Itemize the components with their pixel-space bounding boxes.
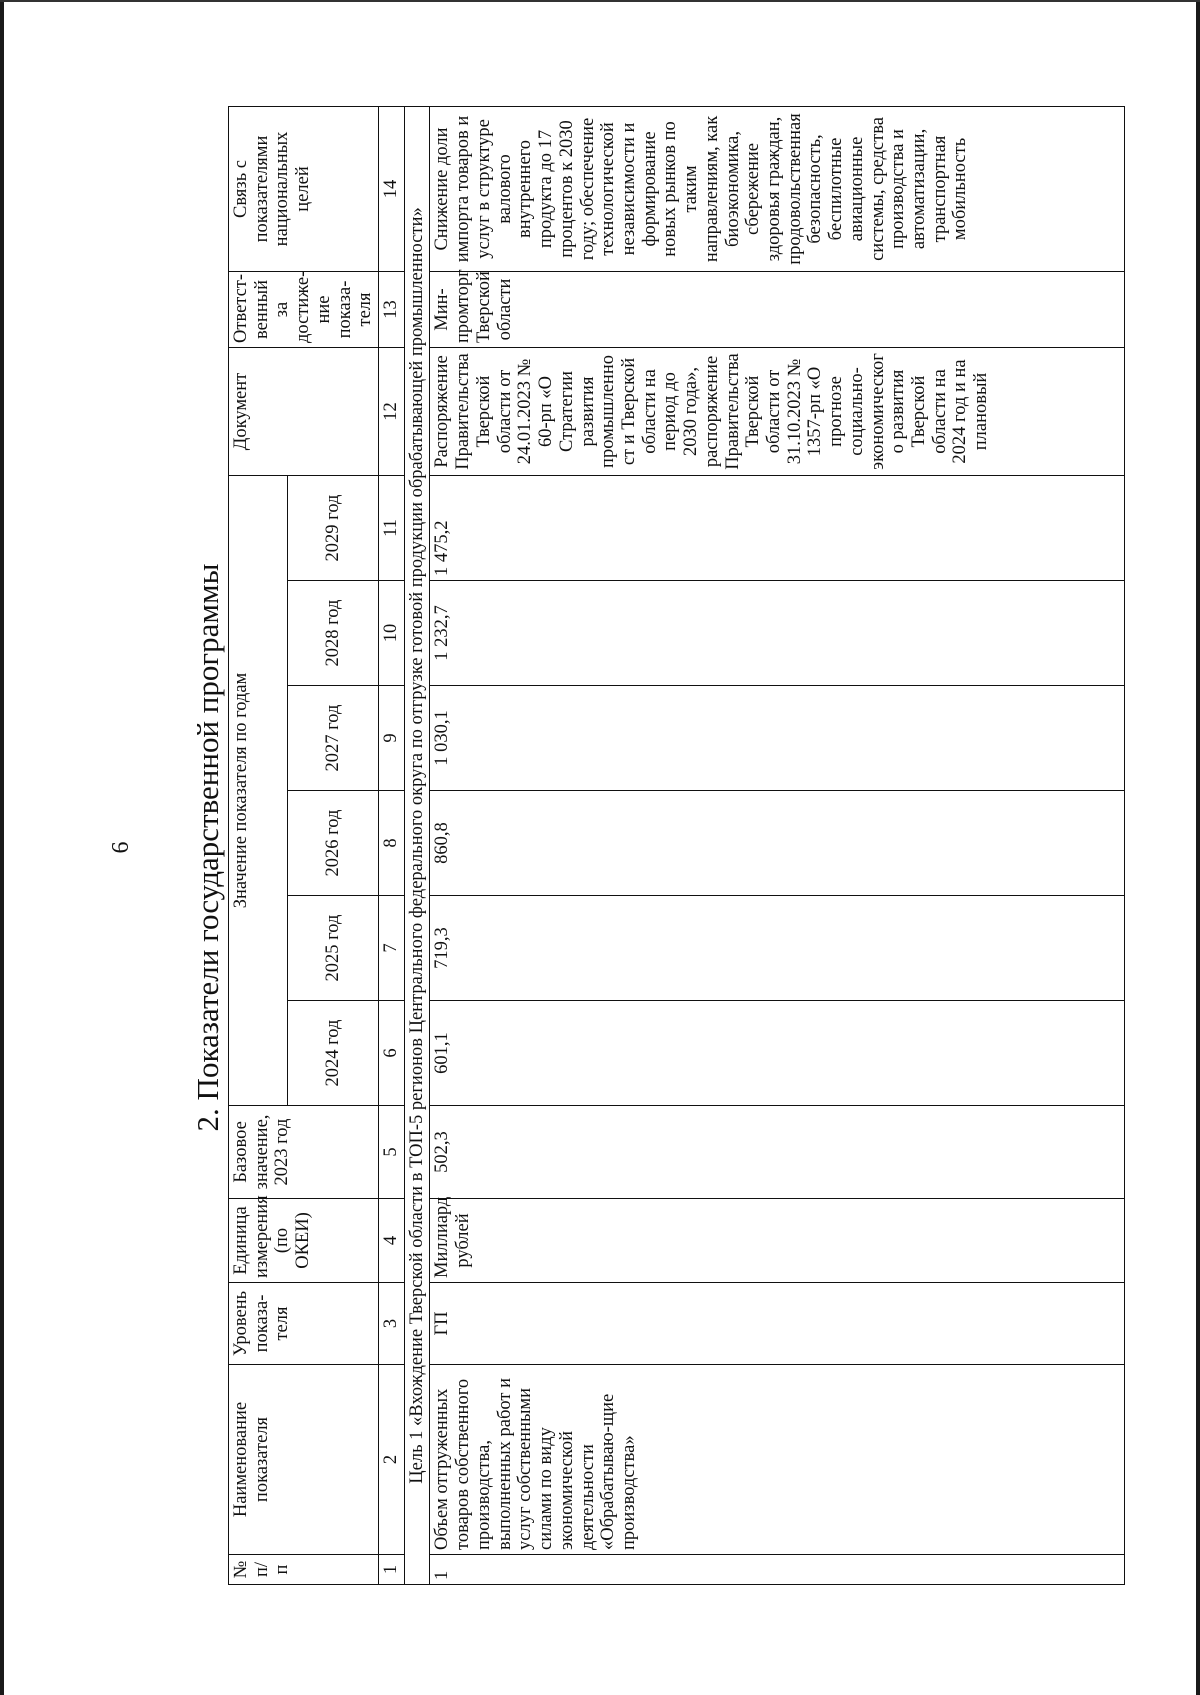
page-number: 6 xyxy=(108,841,134,854)
column-number: 10 xyxy=(379,581,405,686)
column-number: 9 xyxy=(379,686,405,791)
row-national-goals-link: Снижение доли импорта товаров и услуг в структуре валового внутреннего продукта до 17 процентов к 2030 году; обеспечение технологической независимости и формирование новых рынков по таким направлениям, как биоэкономика, сбережение здоровья граждан, продовольственная безопасность, беспилотные авиационные системы, средства производства и автоматизации, транспортная мобильность xyxy=(430,106,1125,271)
header-level: Уровень показа-теля xyxy=(229,1283,379,1365)
header-responsible: Ответст-венный за достиже-ние показа-теля xyxy=(229,271,379,347)
row-responsible: Мин-промторг Тверской области xyxy=(430,271,1125,347)
goal-row xyxy=(404,106,430,1584)
header-row-1 xyxy=(229,106,288,1584)
column-number: 7 xyxy=(379,896,405,1001)
row-unit: Миллиард рублей xyxy=(430,1199,1125,1283)
row-value-2026: 860,8 xyxy=(430,791,1125,896)
table-row xyxy=(430,106,1125,1584)
column-number: 4 xyxy=(379,1199,405,1283)
goal-text: Цель 1 «Вхождение Тверской области в ТОП-5 регионов Центрального федерального округа по отгрузке готовой продукции обрабатывающей промышленности» xyxy=(404,106,430,1584)
row-value-2029: 1 475,2 xyxy=(430,475,1125,580)
header-year-2024: 2024 год xyxy=(288,1001,379,1106)
row-value-2027: 1 030,1 xyxy=(430,686,1125,791)
header-document: Документ xyxy=(229,347,379,475)
column-number: 11 xyxy=(379,475,405,580)
row-num: 1 xyxy=(430,1555,1125,1585)
header-year-2028: 2028 год xyxy=(288,581,379,686)
column-number: 8 xyxy=(379,791,405,896)
column-number: 6 xyxy=(379,1001,405,1106)
row-value-2025: 719,3 xyxy=(430,896,1125,1001)
row-indicator-name: Объем отгруженных товаров собственного производства, выполненных работ и услуг собственными силами по виду экономической деятельности «Обрабатываю-щие производства» xyxy=(430,1365,1125,1555)
row-base-value: 502,3 xyxy=(430,1106,1125,1199)
column-number: 3 xyxy=(379,1283,405,1365)
header-year-2026: 2026 год xyxy=(288,791,379,896)
column-number: 2 xyxy=(379,1365,405,1555)
header-link: Связь с показателями национальных целей xyxy=(229,106,379,271)
header-base: Базовое значение, 2023 год xyxy=(229,1106,379,1199)
header-year-2027: 2027 год xyxy=(288,686,379,791)
header-year-2025: 2025 год xyxy=(288,896,379,1001)
column-number: 12 xyxy=(379,347,405,475)
section-title: 2. Показатели государственной программы xyxy=(190,563,225,1132)
column-number: 13 xyxy=(379,271,405,347)
column-number: 1 xyxy=(379,1555,405,1585)
row-value-2028: 1 232,7 xyxy=(430,581,1125,686)
header-year-2029: 2029 год xyxy=(288,475,379,580)
row-document: Распоряжение Правительства Тверской области от 24.01.2023 № 60-рп «О Стратегии развития промышленност и Тверской области на период до 2030 года», распоряжение Правительства Тверской области от 31.10.2023 № 1357-рп «О прогнозе социально-экономического развития Тверской области на 2024 год и на плановый xyxy=(430,347,1125,475)
row-value-2024: 601,1 xyxy=(430,1001,1125,1106)
header-num: № п/п xyxy=(229,1555,379,1585)
column-number-row xyxy=(379,106,405,1584)
indicators-table xyxy=(228,106,1125,1585)
header-unit: Единица измерения (по ОКЕИ) xyxy=(229,1199,379,1283)
header-values-group: Значение показателя по годам xyxy=(229,475,288,1105)
column-number: 14 xyxy=(379,106,405,271)
row-level: ГП xyxy=(430,1283,1125,1365)
header-name: Наименование показателя xyxy=(229,1365,379,1555)
column-number: 5 xyxy=(379,1106,405,1199)
